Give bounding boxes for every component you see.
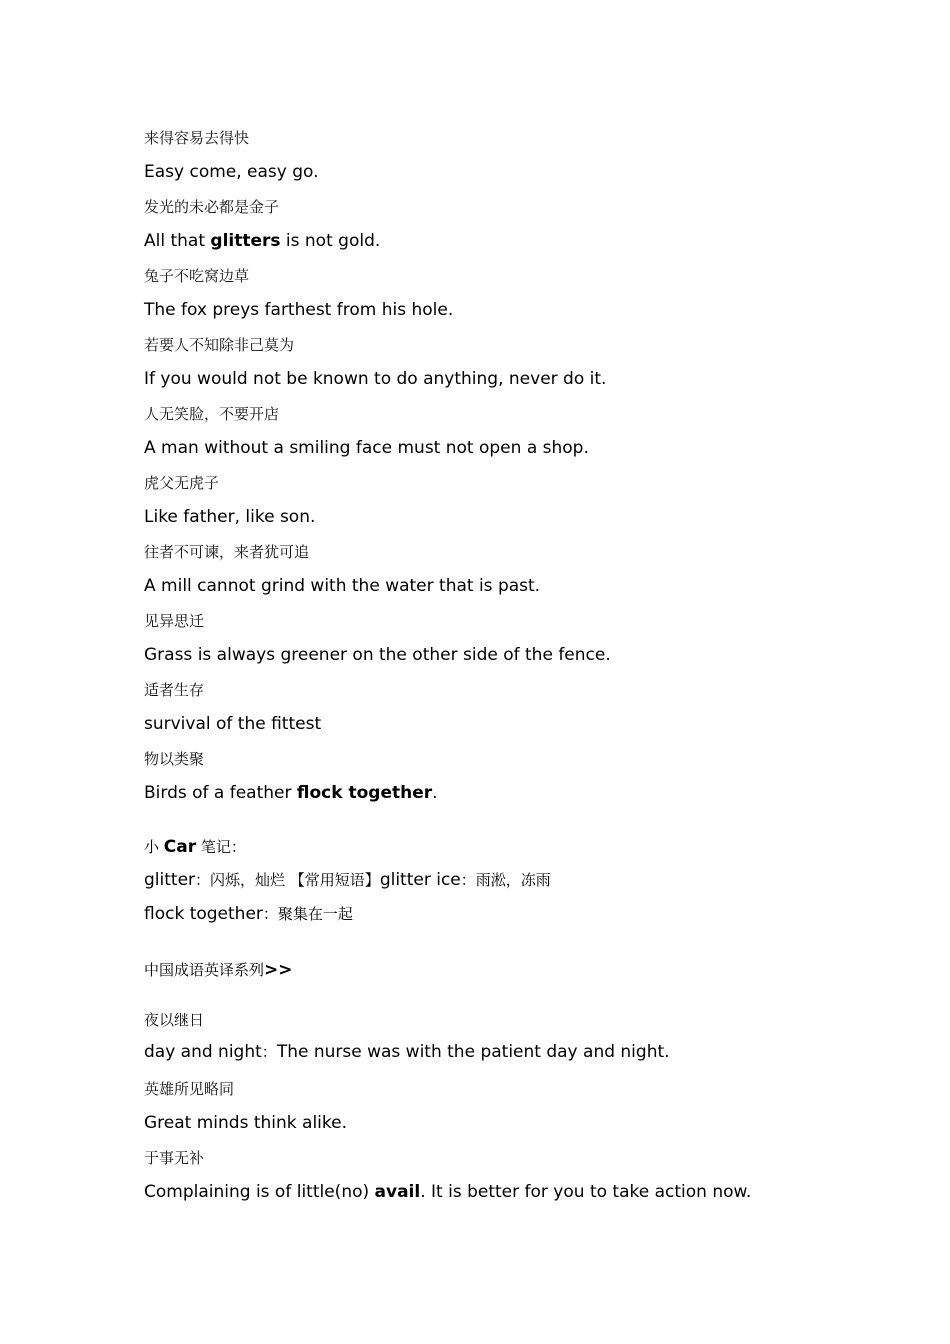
proverb-cn: 物以类聚 (144, 750, 205, 768)
proverb-cn: 若要人不知除非己莫为 (144, 336, 295, 354)
proverb-en: All that glitters is not gold. (144, 231, 381, 251)
proverb-cn: 来得容易去得快 (144, 129, 250, 147)
double-arrow-icon: >> (264, 960, 293, 980)
proverb-cn: 见异思迁 (144, 612, 205, 630)
proverb-cn: 发光的未必都是金子 (144, 198, 280, 216)
notes-heading: 小 Car 笔记： (144, 837, 246, 857)
proverb-en: Easy come, easy go. (144, 162, 319, 182)
series-link[interactable]: 中国成语英译系列>> (144, 960, 293, 980)
note-line: flock together：聚集在一起 (144, 904, 353, 924)
proverb-en: A man without a smiling face must not open a shop. (144, 438, 589, 458)
idiom-cn: 于事无补 (144, 1149, 205, 1167)
bold-term: flock together (296, 783, 433, 803)
bold-term: avail (374, 1182, 421, 1202)
proverb-en: Birds of a feather flock together. (144, 783, 438, 803)
proverb-en: Grass is always greener on the other side of the fence. (144, 645, 611, 665)
proverb-en: If you would not be known to do anything, never do it. (144, 369, 607, 389)
proverb-en: A mill cannot grind with the water that is past. (144, 576, 541, 596)
idiom-cn: 英雄所见略同 (144, 1080, 235, 1098)
proverb-en: Like father, like son. (144, 507, 316, 527)
proverb-cn: 兔子不吃窝边草 (144, 267, 250, 285)
idiom-en: Great minds think alike. (144, 1113, 347, 1133)
proverb-cn: 虎父无虎子 (144, 474, 220, 492)
proverb-en: survival of the fittest (144, 714, 322, 734)
idiom-en: day and night：The nurse was with the patient day and night. (144, 1042, 670, 1062)
idiom-cn: 夜以继日 (144, 1011, 205, 1029)
note-line: glitter：闪烁，灿烂 【常用短语】glitter ice：雨淞，冻雨 (144, 870, 551, 890)
proverb-en: The fox preys farthest from his hole. (144, 300, 454, 320)
proverb-cn: 往者不可谏，来者犹可追 (144, 543, 310, 561)
idiom-en: Complaining is of little(no) avail. It is better for you to take action now. (144, 1182, 752, 1202)
proverb-cn: 适者生存 (144, 681, 205, 699)
bold-term: glitters (210, 231, 281, 251)
proverb-cn: 人无笑脸，不要开店 (144, 405, 280, 423)
